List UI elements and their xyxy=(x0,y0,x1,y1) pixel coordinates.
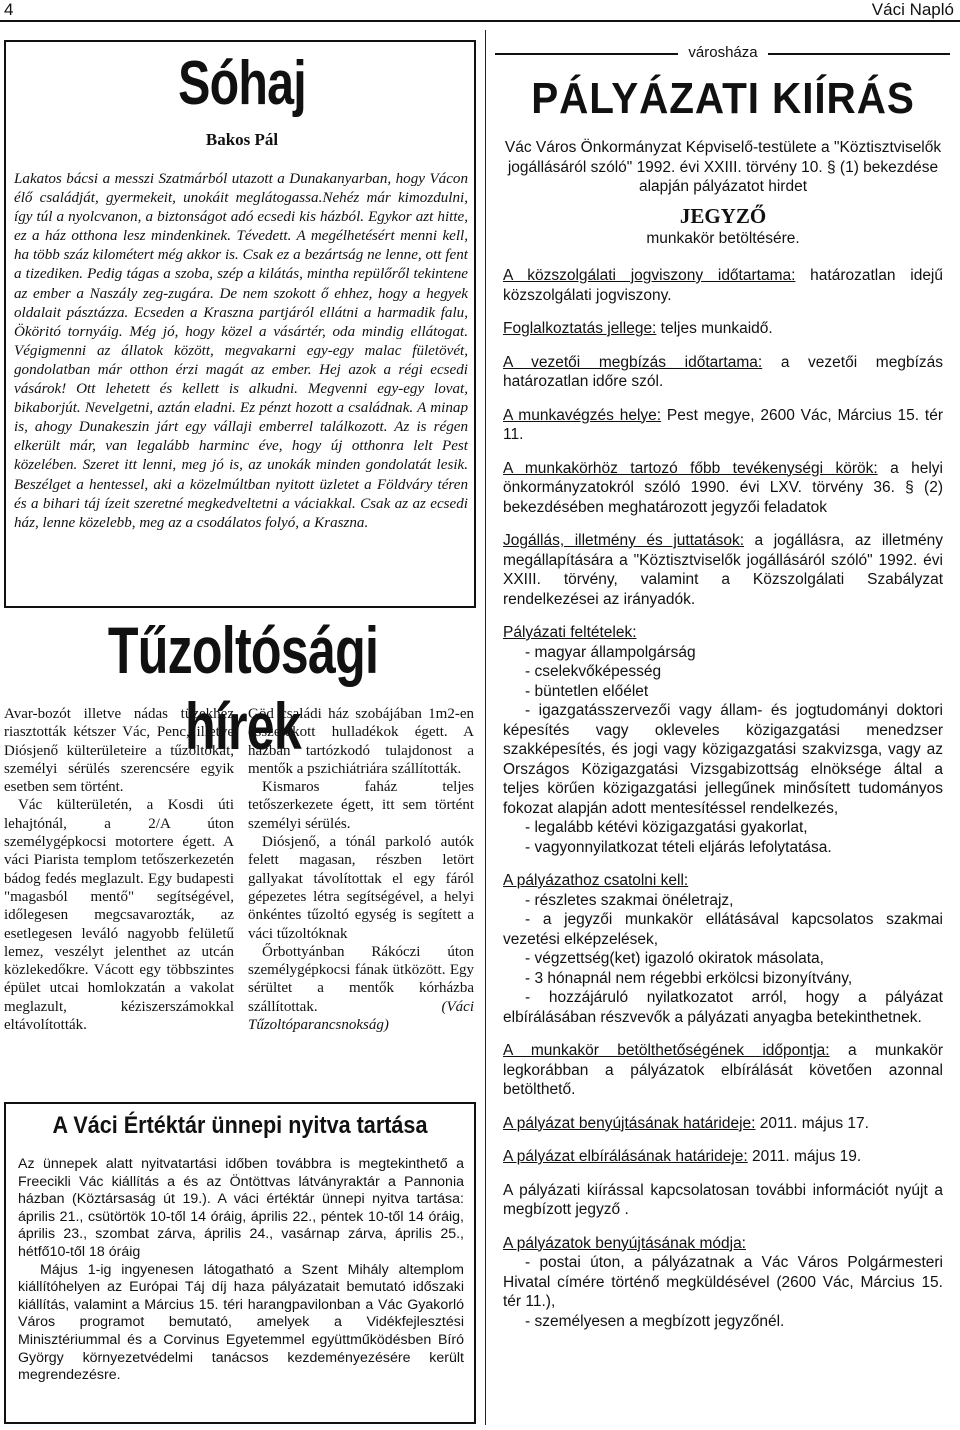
page-number: 4 xyxy=(4,0,14,19)
palyazat-item xyxy=(503,319,943,339)
hatarido-label: A pályázat benyújtásának határideje: xyxy=(503,1114,756,1132)
feltetel-item: - magyar állampolgárság xyxy=(525,643,696,661)
sohaj-body: Lakatos bácsi a messzi Szatmárból utazott a Dunakanyarban, hogy Vácon élő családját, gyermekeit, unokáit meglátogassa.Nehéz már kimozdulni, így túl a nyolcvanon, a biztonságot adó ecsedi kis házból. Egykor azt hitte, ez a ház otthona lesz mindenkinek. Tévedett. A megélhetésért menni kell, ha több száz kilométert még akkor is. Csak ez a bezártság ne lenne, ott fent a tizediken. Pedig tágas a szoba, szép a kilátás, mintha repülőről tekintene az ember a Naszály zeg-zugára. De nem szokott ő ehhez, hogy a hegyek oldalait pásztázza. Ecseden a Kraszna partjáról ellátni a harmadik falu, Ököritó tornyáig. Még jó, hogy közel a vásártér, oda mindig ellátogat. Végigmenni az állatok között, megvakarni egy-egy malac fületövét, gondolatban már otthon érzi magát az ember. Hej azok a régi ecsedi vásárok! Ott lehetett és kellett is alkudni. Megvenni egy-egy lovat, bikaborjút. Nevelgetni, aztán eladni. Ez pénzt hozott a családnak. A minap is, ahogy Dunakeszin járt egy vállaji emberrel találkozott. Az is régen elkerült már, van legalább harminc éve, hogy új otthonra lelt Pest közelében. Szeret itt lenni, meg jó is, az unokák minden gondolatát lesik. Beszélget a hentessel, aki a közelmúltban nyitott üzletet a Földváry téren és a bihari táj ízeit szeretné megkedveltetni a váciakkal. Csak az az ecsedi ház, lenne közelebb, meg az a csodálatos folyó, a Kraszna. xyxy=(14,171,468,531)
modja-item: - személyesen a megbízott jegyzőnél. xyxy=(525,1312,785,1330)
csatolni-item: - 3 hónapnál nem régebbi erkölcsi bizonyítvány, xyxy=(525,969,853,987)
ertektar-title: A Váci Értéktár ünnepi nyitva tartása xyxy=(52,1112,428,1139)
fire-news-paragraph: Kismaros faház teljes tetőszerkezete égett, itt sem történt személyi sérülés. xyxy=(248,779,474,832)
palyazat-felteletek xyxy=(503,623,943,857)
palyazat-elbiralas xyxy=(503,1147,943,1167)
fire-news-paragraph: Diósjenő, a tónál parkoló autók felett magasan, részben letört gallyakat távolítottak el egy fáról gépezetes létra segítségével, a helyi önkéntes tűzoltó egység is segített a váci tűzoltóknak xyxy=(248,834,474,942)
palyazat-body xyxy=(503,138,943,1331)
fire-news-left-column xyxy=(4,705,234,1034)
fire-news-paragraph: Göd családi ház szobájában 1m2-en összerakott hulladékok égett. A házban tartózkodó tulajdonost a mentők a pszichiátriára szállították. xyxy=(248,706,474,777)
fire-news-right-column xyxy=(248,705,474,1034)
item-text: teljes munkaidő. xyxy=(656,320,773,337)
ertektar-paragraph: Az ünnepek alatt nyitvatartási időben továbbra is megtekinthető a Freecikli Vác kiállítás a és az Öntöttvas látványraktár a Pannonia házban (Köztársaság út 19.). A váci értéktár ünnepi nyitva tartása: április 21., csütörtök 10-től 14 óráig, április 22., péntek 10-től 14 óráig, április 23., szombat zárva, április 24., vasárnap zárva, április 25., hétfő10-től 18 óráig xyxy=(18,1156,464,1260)
modja-item: - postai úton, a pályázatnak a Vác Város Polgármesteri Hivatal címére történő megküldésével (2600 Vác, Március 15. tér 11.), xyxy=(503,1254,943,1310)
ertektar-body xyxy=(18,1156,464,1385)
palyazat-betoltheto xyxy=(503,1041,943,1100)
fire-news-paragraph: Avar-bozót illetve nádas tüzekhez riasztották kétszer Vác, Penc, illetve Diósjenő külterületeire a tűzoltókat, személyi sérülés szerencsére egyik esetben sem történt. xyxy=(4,706,234,796)
feltetel-item: - legalább kétévi közigazgatási gyakorlat, xyxy=(525,819,808,836)
palyazat-position-sub: munkakör betöltésére. xyxy=(646,229,800,247)
fire-news-paragraph: Vác külterületén, a Kosdi úti lehajtónál, a 2/A úton személygépkocsi motortere égett. A váci Piarista templom tetőszerkezetén bádog fedés meglazult. Egy budapesti "magasból mentő" segítségével, időlegesen megcsavarozták, az esetlegesen leváló nagyobb felületű lemez, veszélyt jelenthet az utcán közlekedőkre. Vácott egy többszintes épület utcai homlokzatán a vakolat meglazult, kéziszerszámokkal eltávolították. xyxy=(4,797,234,1034)
publication-name: Váci Napló xyxy=(871,0,954,19)
palyazat-item xyxy=(503,353,943,392)
item-label: A munkakörhöz tartozó főbb tevékenységi körök: xyxy=(503,459,878,477)
ertektar-box xyxy=(4,1102,476,1424)
palyazat-info: A pályázati kiírással kapcsolatosan további információt nyújt a megbízott jegyző . xyxy=(503,1181,943,1218)
item-label: A munkavégzés helye: xyxy=(503,406,662,424)
ertektar-paragraph: Május 1-ig ingyenesen látogatható a Szent Mihály altemplom kiállítóhelyen az Európai Táj díj haza pályázatait bemutató időszaki kiállítás, valamint a Március 15. téri harangpavilonban a Vác Gyakorló Város programot bemutató, amelyek a Vidékfejlesztési Minisztériummal és a Corvinus Egyetemmel együttműködésben Bíró György környezetvédelmi tanácsos kezdeményezésére került megrendezésre. xyxy=(18,1261,464,1384)
palyazat-position: JEGYZŐ xyxy=(679,203,767,228)
palyazat-item xyxy=(503,531,943,609)
modja-label: A pályázatok benyújtásának módja: xyxy=(503,1234,746,1252)
betoltheto-label: A munkakör betölthetőségének időpontja: xyxy=(503,1042,830,1059)
feltetel-item: - cselekvőképesség xyxy=(525,663,662,680)
feltetel-item: - vagyonnyilatkozat tételi eljárás lefolytatása. xyxy=(525,838,832,856)
palyazat-intro: Vác Város Önkormányzat Képviselő-testülete a "Köztisztviselők jogállásáról szóló" 1992. évi XXIII. törvény 10. § (1) bekezdése alapján pályázatot hirdet xyxy=(504,139,942,195)
csatolni-item: - a jegyzői munkakör ellátásával kapcsolatos szakmai vezetési elképzelések, xyxy=(503,911,943,948)
column-divider xyxy=(485,30,486,1425)
item-text: a vezetői megbízás határozatlan időre szól. xyxy=(503,353,943,390)
fire-news-last-text: Őrbottyánban Rákóczi úton személygépkocsi fának ütközött. Egy sérültet a mentők kórházba szállítottak. xyxy=(248,943,474,1015)
item-label: A vezetői megbízás időtartama: xyxy=(503,353,763,371)
csatolni-item: - hozzájáruló nyilatkozatot arról, hogy a pályázat elbírálásában részvevők a pályázati anyagba betekinthetnek. xyxy=(503,989,943,1026)
palyazat-hatarido xyxy=(503,1114,943,1134)
section-label xyxy=(490,44,956,61)
felteletek-label: Pályázati feltételek: xyxy=(503,624,637,641)
item-text: határozatlan idejű közszolgálati jogviszony. xyxy=(503,267,943,304)
item-text: a jogállásra, az illetmény megállapítására a "Köztisztviselők jogállásáról szóló" 1992. évi XXIII. törvény, valamint a Közszolgálati Szabályzat rendelkezései az irányadók. xyxy=(503,532,943,608)
feltetel-item: - igazgatásszervezői vagy állam- és jogtudományi doktori képesítés vagy okleveles közigazgatási menedzser szakképesítés, és jogi vagy közigazgatási szakvizsga, vagy az Országos Közigazgatási Vizsgabizottság elnöksége által a teljes körűen közigazgatási jellegűnek minősített tudományos fokozat alapján adott mentesítéssel rendelkezés, xyxy=(503,702,943,817)
fire-news-paragraph xyxy=(248,943,474,1034)
page-header xyxy=(0,0,960,22)
sohaj-article-box xyxy=(4,40,476,608)
csatolni-item: - végzettség(ket) igazoló okiratok másolata, xyxy=(525,950,824,967)
sohaj-author: Bakos Pál xyxy=(205,130,279,149)
palyazat-csatolni xyxy=(503,871,943,1027)
csatolni-item: - részletes szakmai önéletrajz, xyxy=(525,891,734,909)
item-text: Pest megye, 2600 Vác, Március 15. tér 11. xyxy=(503,406,944,443)
section-label-text: városháza xyxy=(678,44,767,61)
item-text: a helyi önkormányzatokról szóló 1990. évi LXV. törvény 36. § (2) bekezdésében meghatározott jegyzői feladatok xyxy=(503,459,943,516)
item-label: Jogállás, illetmény és juttatások: xyxy=(503,532,744,549)
feltetel-item: - büntetlen előélet xyxy=(525,682,649,700)
fire-news-title: Tűzoltósági hírek xyxy=(107,613,379,763)
palyazat-item xyxy=(503,459,943,518)
betoltheto-text: a munkakör legkorábban a pályázatok elbírálását követően azonnal betölthető. xyxy=(503,1042,943,1098)
csatolni-label: A pályázathoz csatolni kell: xyxy=(503,872,689,889)
palyazat-modja xyxy=(503,1234,943,1332)
item-label: A közszolgálati jogviszony időtartama: xyxy=(503,267,796,284)
elbiralas-label: A pályázat elbírálásának határideje: xyxy=(503,1148,748,1165)
palyazat-title: PÁLYÁZATI KIÍRÁS xyxy=(531,74,915,123)
hatarido-text: 2011. május 17. xyxy=(755,1114,869,1132)
elbiralas-text: 2011. május 19. xyxy=(747,1148,862,1165)
palyazat-item xyxy=(503,406,943,445)
item-label: Foglalkoztatás jellege: xyxy=(503,320,657,337)
sohaj-title: Sóhaj xyxy=(178,49,306,118)
fire-news-source: (Váci Tűzoltóparancsnokság) xyxy=(248,998,474,1034)
palyazat-item xyxy=(503,266,943,305)
